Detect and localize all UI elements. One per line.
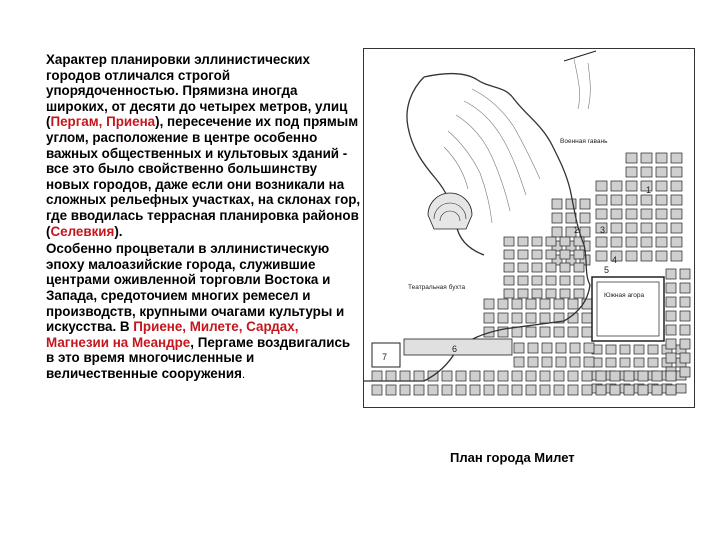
city-block bbox=[400, 385, 410, 395]
city-block bbox=[610, 371, 620, 381]
city-block bbox=[546, 263, 556, 272]
city-block bbox=[671, 209, 682, 219]
city-block bbox=[666, 297, 676, 307]
city-block bbox=[582, 371, 592, 381]
label-military-harbor: Военная гавань bbox=[560, 138, 608, 145]
city-block bbox=[666, 339, 676, 349]
city-block bbox=[680, 339, 690, 349]
city-block bbox=[666, 283, 676, 293]
city-block bbox=[624, 371, 634, 381]
city-block bbox=[606, 345, 616, 354]
city-block bbox=[528, 343, 538, 353]
city-block bbox=[512, 313, 522, 323]
city-block bbox=[596, 251, 607, 261]
city-block bbox=[518, 237, 528, 246]
city-block bbox=[372, 385, 382, 395]
city-block bbox=[552, 227, 562, 237]
city-block bbox=[582, 313, 592, 323]
city-block bbox=[611, 195, 622, 205]
map-number-6: 6 bbox=[452, 344, 458, 354]
city-block bbox=[574, 276, 584, 285]
city-block bbox=[680, 283, 690, 293]
city-block bbox=[656, 237, 667, 247]
city-block bbox=[526, 299, 536, 309]
city-block bbox=[638, 371, 648, 381]
city-block bbox=[641, 167, 652, 177]
city-block bbox=[554, 385, 564, 395]
city-block bbox=[442, 385, 452, 395]
city-block bbox=[568, 327, 578, 337]
city-block bbox=[532, 276, 542, 285]
map-number-2: 2 bbox=[574, 225, 580, 235]
city-block bbox=[386, 385, 396, 395]
south-agora bbox=[592, 277, 664, 341]
highlight-cities: Приене, Милете, Сардах, Магнезии на Меандре bbox=[46, 319, 299, 350]
city-block bbox=[680, 367, 690, 377]
city-block bbox=[596, 371, 606, 381]
city-block bbox=[568, 371, 578, 381]
main-text bbox=[46, 52, 362, 384]
city-block bbox=[680, 325, 690, 335]
city-block bbox=[504, 237, 514, 246]
paragraph-2-period: . bbox=[241, 366, 246, 381]
city-block bbox=[484, 371, 494, 381]
city-block bbox=[556, 357, 566, 367]
city-block bbox=[580, 213, 590, 223]
city-block bbox=[498, 385, 508, 395]
city-block bbox=[582, 327, 592, 337]
city-block bbox=[372, 371, 382, 381]
city-block bbox=[584, 357, 594, 367]
city-block bbox=[680, 311, 690, 321]
city-block bbox=[671, 195, 682, 205]
city-block bbox=[484, 385, 494, 395]
map-caption: План города Милет bbox=[450, 450, 575, 465]
city-block bbox=[518, 250, 528, 259]
city-block bbox=[568, 299, 578, 309]
city-block bbox=[626, 195, 637, 205]
city-block bbox=[442, 371, 452, 381]
city-block bbox=[580, 199, 590, 209]
city-block bbox=[611, 181, 622, 191]
paragraph-1-text-c: ), пересечение их под прямым углом, расположение в центре особенно важных общественных и культовых зданий - все это было свойственно большинству новых городов, даже если они возникали на сложных рельефных участках, на склонах гор, где вводилась террасная планировка районов ( bbox=[46, 114, 361, 239]
city-block bbox=[504, 250, 514, 259]
city-block bbox=[528, 357, 538, 367]
highlight-seleucia: Селевкия bbox=[50, 223, 115, 239]
city-block bbox=[671, 153, 682, 163]
city-block bbox=[566, 199, 576, 209]
city-block bbox=[526, 385, 536, 395]
city-block bbox=[526, 313, 536, 323]
city-block bbox=[400, 371, 410, 381]
paragraph-1 bbox=[46, 52, 362, 239]
city-block bbox=[584, 343, 594, 353]
city-block bbox=[656, 181, 667, 191]
city-block bbox=[414, 385, 424, 395]
city-block bbox=[566, 213, 576, 223]
city-block bbox=[671, 223, 682, 233]
city-block bbox=[546, 250, 556, 259]
city-block bbox=[680, 297, 690, 307]
harbor-mole bbox=[564, 51, 596, 61]
city-plan-drawing bbox=[364, 49, 694, 407]
city-block bbox=[554, 327, 564, 337]
city-block bbox=[596, 385, 606, 395]
city-block bbox=[656, 167, 667, 177]
city-block bbox=[532, 289, 542, 298]
city-block bbox=[626, 251, 637, 261]
city-block bbox=[574, 263, 584, 272]
city-block bbox=[666, 269, 676, 279]
city-block bbox=[512, 371, 522, 381]
city-block bbox=[484, 313, 494, 323]
highlight-pergam-priena: Пергам, Приена bbox=[50, 114, 156, 130]
city-block bbox=[680, 269, 690, 279]
city-block bbox=[498, 299, 508, 309]
city-block bbox=[556, 343, 566, 353]
city-block bbox=[611, 223, 622, 233]
city-block bbox=[518, 276, 528, 285]
city-block bbox=[504, 289, 514, 298]
building-6 bbox=[404, 339, 512, 355]
city-block bbox=[546, 289, 556, 298]
city-block bbox=[656, 251, 667, 261]
city-block bbox=[540, 299, 550, 309]
city-block bbox=[641, 209, 652, 219]
city-block bbox=[656, 153, 667, 163]
city-block bbox=[546, 276, 556, 285]
city-block bbox=[560, 276, 570, 285]
city-block bbox=[526, 327, 536, 337]
city-blocks-grid bbox=[372, 153, 690, 395]
city-block bbox=[504, 276, 514, 285]
city-block bbox=[518, 289, 528, 298]
map-number-1: 1 bbox=[646, 185, 652, 195]
city-block bbox=[634, 345, 644, 354]
city-block bbox=[676, 384, 686, 393]
paragraph-2-text-c: , Пергаме воздвигались в это время многочисленные и величественные сооружения bbox=[46, 334, 351, 381]
paragraph-2-text-a: Особенно процветали в эллинистическую эпоху малоазийские города, служившие центрами оживленной торговли Востока и Запада, средоточием многих ремесел и производств, крупными очагами культуры и искусства. В bbox=[46, 241, 345, 335]
map-number-5: 5 bbox=[604, 265, 610, 275]
city-block bbox=[671, 181, 682, 191]
city-block bbox=[666, 311, 676, 321]
city-block bbox=[512, 385, 522, 395]
city-block bbox=[574, 250, 584, 259]
city-block bbox=[656, 223, 667, 233]
label-theater-bay: Театральная бухта bbox=[408, 284, 466, 291]
city-block bbox=[671, 251, 682, 261]
paragraph-2 bbox=[46, 241, 362, 382]
paragraph-1-text-e: ). bbox=[114, 223, 123, 239]
map-number-7: 7 bbox=[382, 352, 388, 362]
city-block bbox=[611, 237, 622, 247]
city-block bbox=[540, 313, 550, 323]
city-block bbox=[552, 213, 562, 223]
city-block bbox=[652, 371, 662, 381]
city-block bbox=[568, 385, 578, 395]
city-block bbox=[626, 209, 637, 219]
city-block bbox=[671, 237, 682, 247]
city-block bbox=[620, 345, 630, 354]
city-block bbox=[542, 343, 552, 353]
city-block bbox=[641, 153, 652, 163]
city-block bbox=[498, 313, 508, 323]
city-block bbox=[532, 250, 542, 259]
city-block bbox=[512, 327, 522, 337]
city-block bbox=[386, 371, 396, 381]
city-block bbox=[560, 289, 570, 298]
city-block bbox=[560, 263, 570, 272]
city-block bbox=[574, 289, 584, 298]
map-number-3: 3 bbox=[600, 225, 606, 235]
city-block bbox=[540, 327, 550, 337]
city-block bbox=[518, 263, 528, 272]
label-south-agora: Южная агора bbox=[604, 292, 645, 299]
city-block bbox=[626, 167, 637, 177]
miletus-city-plan bbox=[363, 48, 695, 408]
city-block bbox=[546, 237, 556, 246]
city-block bbox=[638, 385, 648, 395]
city-block bbox=[671, 167, 682, 177]
city-block bbox=[626, 237, 637, 247]
city-block bbox=[554, 299, 564, 309]
city-block bbox=[484, 299, 494, 309]
city-block bbox=[540, 371, 550, 381]
city-block bbox=[666, 385, 676, 395]
city-block bbox=[560, 237, 570, 246]
city-block bbox=[648, 345, 658, 354]
city-block bbox=[596, 237, 607, 247]
city-block bbox=[648, 358, 658, 367]
city-block bbox=[641, 223, 652, 233]
city-block bbox=[470, 385, 480, 395]
city-block bbox=[552, 199, 562, 209]
city-block bbox=[596, 195, 607, 205]
city-block bbox=[666, 353, 676, 363]
city-block bbox=[666, 371, 676, 381]
city-block bbox=[596, 209, 607, 219]
city-block bbox=[580, 227, 590, 237]
city-block bbox=[656, 195, 667, 205]
city-block bbox=[560, 250, 570, 259]
city-block bbox=[626, 181, 637, 191]
city-block bbox=[610, 385, 620, 395]
city-block bbox=[624, 385, 634, 395]
city-block bbox=[626, 223, 637, 233]
city-block bbox=[456, 385, 466, 395]
city-block bbox=[532, 237, 542, 246]
map-number-4: 4 bbox=[612, 255, 618, 265]
city-block bbox=[554, 371, 564, 381]
city-block bbox=[641, 195, 652, 205]
city-block bbox=[512, 299, 522, 309]
city-block bbox=[680, 353, 690, 363]
city-block bbox=[504, 263, 514, 272]
city-block bbox=[656, 209, 667, 219]
city-block bbox=[596, 181, 607, 191]
city-block bbox=[582, 385, 592, 395]
city-block bbox=[414, 371, 424, 381]
city-block bbox=[514, 357, 524, 367]
city-block bbox=[606, 358, 616, 367]
city-block bbox=[641, 251, 652, 261]
city-block bbox=[456, 371, 466, 381]
city-block bbox=[540, 385, 550, 395]
paragraph-1-text-a: Характер планировки эллинистических городов отличался строгой упорядоченностью. Прямизна иногда широких, от десяти до четырех метров, улиц ( bbox=[46, 52, 348, 130]
city-block bbox=[514, 343, 524, 353]
city-block bbox=[570, 357, 580, 367]
city-block bbox=[666, 325, 676, 335]
city-block bbox=[641, 237, 652, 247]
city-block bbox=[652, 385, 662, 395]
city-block bbox=[634, 358, 644, 367]
city-block bbox=[428, 385, 438, 395]
city-block bbox=[620, 358, 630, 367]
city-block bbox=[532, 263, 542, 272]
city-block bbox=[498, 371, 508, 381]
city-block bbox=[626, 153, 637, 163]
city-block bbox=[570, 343, 580, 353]
city-block bbox=[611, 209, 622, 219]
city-block bbox=[470, 371, 480, 381]
city-block bbox=[542, 357, 552, 367]
city-block bbox=[526, 371, 536, 381]
